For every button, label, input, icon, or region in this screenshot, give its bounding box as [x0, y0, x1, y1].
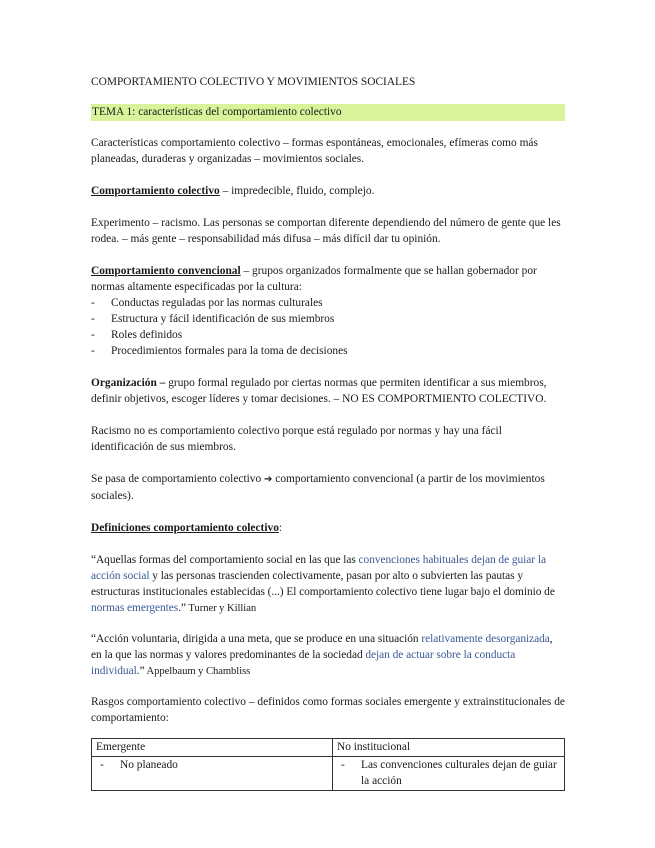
comp-convencional-definition: – grupos organizados formalmente que se hallan gobernador por normas altamente especificadas por la cultura:	[91, 265, 537, 293]
comp-convencional-list	[91, 295, 565, 359]
quote2-text-1: “Acción voluntaria, dirigida a una meta, que se produce en una situación	[91, 633, 422, 645]
comp-colectivo-definition: – impredecible, fluido, complejo.	[219, 185, 375, 197]
document-body	[91, 74, 565, 791]
table-header-emergente: Emergente	[92, 739, 333, 757]
organizacion-paragraph	[91, 375, 565, 407]
quote1-highlight-2: normas emergentes	[91, 602, 179, 614]
quote2-highlight-2: dejan de actuar sobre la conducta individual	[91, 649, 516, 677]
organizacion-definition: grupo formal regulado por ciertas normas que permiten identificar a sus miembros, definir objetivos, escoger líderes y tomar decisiones. – NO ES COMPORTMIENTO COLECTIVO.	[91, 377, 547, 405]
quote2-citation: Appelbaum y Chambliss	[144, 666, 251, 677]
quote1-citation: Turner y Killian	[186, 603, 257, 614]
definiciones-term: Definiciones comportamiento colectivo	[91, 522, 279, 534]
cell-list-item: - Las convenciones culturales dejan de guiar la acción	[337, 757, 560, 789]
list-item: - Conductas reguladas por las normas culturales	[91, 295, 565, 311]
definiciones-suffix: :	[278, 522, 283, 534]
rasgos-paragraph: Rasgos comportamiento colectivo – definidos como formas sociales emergente y extrainstitucionales de comportamiento:	[91, 696, 565, 724]
quote-turner-killian	[91, 552, 565, 617]
right-arrow-icon: ➔	[264, 474, 273, 485]
table-row	[92, 757, 565, 791]
intro-paragraph: Características comportamiento colectivo – formas espontáneas, emocionales, efímeras como más planeadas, duraderas y organizadas – movimientos sociales.	[91, 137, 538, 165]
se-pasa-after: comportamiento convencional (a partir de los movimientos sociales).	[91, 473, 545, 502]
list-item: - Procedimientos formales para la toma de decisiones	[91, 343, 565, 359]
list-item: - Estructura y fácil identificación de sus miembros	[91, 311, 565, 327]
quote1-text-1: “Aquellas formas del comportamiento social en las que las	[91, 554, 359, 566]
table-cell	[92, 757, 333, 791]
quote-appelbaum-chambliss	[91, 631, 565, 680]
quote1-text-3: .”	[178, 602, 187, 614]
comp-colectivo-paragraph	[91, 183, 565, 199]
rasgos-table	[91, 738, 565, 791]
table-cell	[333, 757, 565, 791]
tema-heading-highlighted: TEMA 1: características del comportamiento colectivo	[91, 104, 565, 121]
document-heading: COMPORTAMIENTO COLECTIVO Y MOVIMIENTOS SOCIALES	[91, 76, 416, 88]
list-item: - Roles definidos	[91, 327, 565, 343]
table-header-no-institucional: No institucional	[333, 739, 565, 757]
experimento-paragraph: Experimento – racismo. Las personas se comportan diferente dependiendo del número de gente que les rodea. – más gente – responsabilidad más difusa – más difícil dar tu opinión.	[91, 217, 561, 245]
organizacion-term: Organización –	[91, 377, 166, 389]
quote2-highlight-1: relativamente desorganizada	[421, 633, 550, 645]
se-pasa-paragraph	[91, 471, 565, 504]
racismo-paragraph: Racismo no es comportamiento colectivo porque está regulado por normas y hay una fácil identificación de sus miembros.	[91, 425, 502, 453]
comp-colectivo-term: Comportamiento colectivo	[91, 185, 220, 197]
comp-convencional-paragraph	[91, 263, 565, 295]
table-header-row	[92, 739, 565, 757]
definiciones-heading	[91, 520, 565, 536]
quote2-text-3: .”	[136, 665, 145, 677]
se-pasa-before: Se pasa de comportamiento colectivo	[91, 473, 265, 485]
comp-convencional-term: Comportamiento convencional	[91, 265, 241, 277]
cell-list-item: - No planeado	[96, 757, 328, 773]
quote1-highlight-1: convenciones habituales dejan de guiar la acción social	[91, 554, 546, 582]
quote2-text-2: , en la que las normas y valores predominantes de la sociedad	[91, 633, 553, 661]
quote1-text-2: y las personas trascienden colectivamente, pasan por alto o subvierten las pautas y estructuras institucionales establecidas (...) El comportamiento colectivo tiene lugar bajo el dominio de	[91, 570, 555, 598]
